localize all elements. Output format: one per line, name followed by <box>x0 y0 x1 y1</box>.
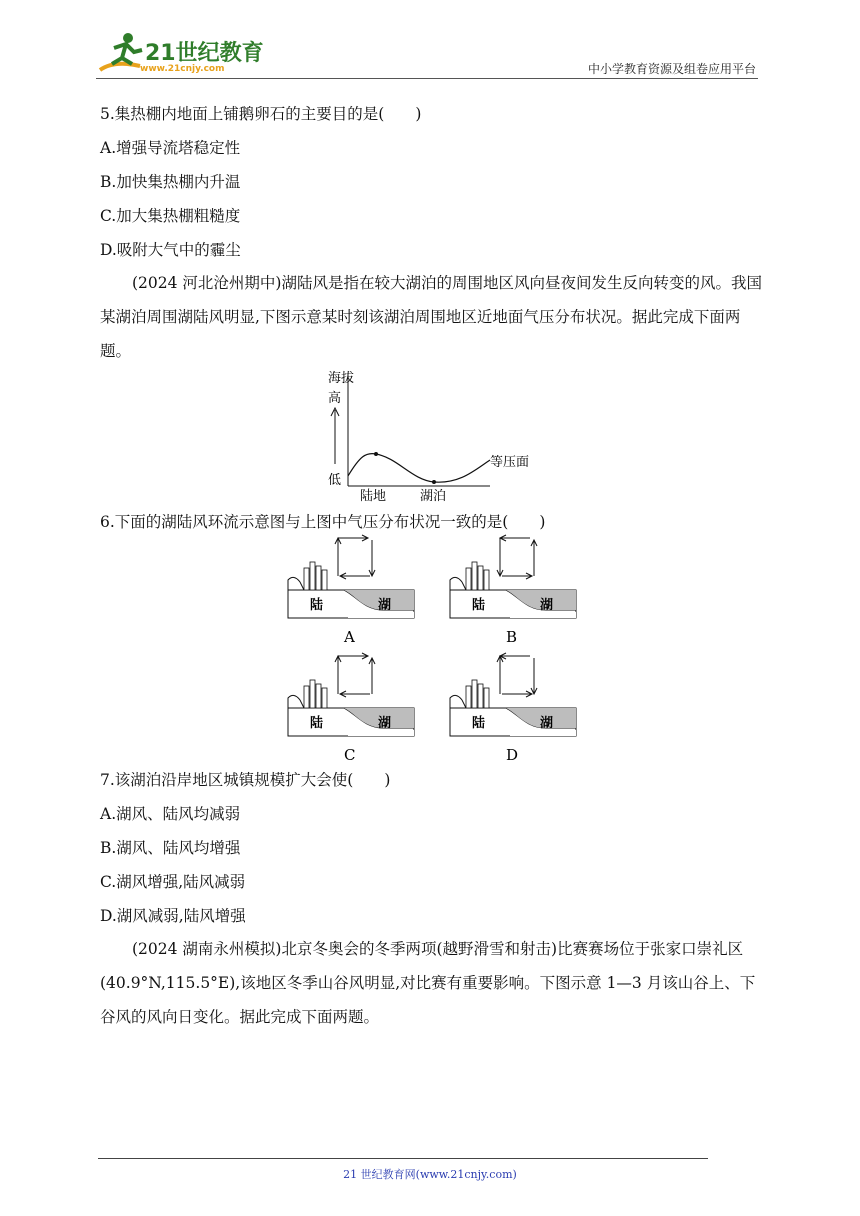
q6-stem: 6.下面的湖陆风环流示意图与上图中气压分布状况一致的是( ) <box>100 513 546 531</box>
footer-link[interactable]: 21 世纪教育网(www.21cnjy.com) <box>343 1168 517 1181</box>
panel-d <box>450 653 576 762</box>
header-divider <box>96 78 758 79</box>
pressure-figure <box>300 364 560 504</box>
q5-option-b: B.加快集热棚内升温 <box>100 173 241 191</box>
panel-a-letter: A <box>344 628 355 646</box>
panel-b-lake-label: 湖 <box>540 598 554 613</box>
panel-d-land-label: 陆 <box>472 716 486 731</box>
panel-c-lake-label: 湖 <box>378 716 392 731</box>
q7-option-a: A.湖风、陆风均减弱 <box>100 805 241 823</box>
logo-url: www.21cnjy.com <box>140 64 225 74</box>
passage-valley-wind: (2024 湖南永州模拟)北京冬奥会的冬季两项(越野滑雪和射击)比赛赛场位于张家口崇礼区(40.9°N,115.5°E),该地区冬季山谷风明显,对比赛有重要影响。下图示意 1—3 月该山谷上、下谷风的风向日变化。据此完成下面两题。 <box>100 940 756 1026</box>
passage-lake-land-breeze: (2024 河北沧州期中)湖陆风是指在较大湖泊的周围地区风向昼夜间发生反向转变的风。我国某湖泊周围湖陆风明显,下图示意某时刻该湖泊周围地区近地面气压分布状况。据此完成下面两题。 <box>100 274 762 360</box>
panel-c-land-label: 陆 <box>310 716 324 731</box>
lake-point <box>432 480 436 484</box>
panel-d-lake-label: 湖 <box>540 716 554 731</box>
panel-d-letter: D <box>506 746 519 762</box>
q5-stem: 5.集热棚内地面上铺鹅卵石的主要目的是( ) <box>100 105 422 123</box>
y-axis-high: 高 <box>328 391 342 406</box>
q7-option-c: C.湖风增强,陆风减弱 <box>100 873 246 891</box>
land-point <box>374 452 378 456</box>
q5-option-a: A.增强导流塔稳定性 <box>100 139 241 157</box>
panel-a-lake-label: 湖 <box>378 598 392 613</box>
logo-text: 21世纪教育 <box>145 41 264 66</box>
panel-c-letter: C <box>344 746 356 762</box>
x-label-land: 陆地 <box>360 489 387 504</box>
curve-label: 等压面 <box>490 455 530 470</box>
panel-a-land-label: 陆 <box>310 598 324 613</box>
x-label-lake: 湖泊 <box>420 489 447 504</box>
y-axis-title: 海拔 <box>328 371 355 386</box>
q5-option-c: C.加大集热棚粗糙度 <box>100 207 241 225</box>
panel-b-land-label: 陆 <box>472 598 486 613</box>
isobaric-curve <box>348 454 490 483</box>
circulation-options <box>280 532 590 762</box>
panel-a <box>288 535 414 646</box>
y-axis-low: 低 <box>328 473 342 488</box>
platform-title: 中小学教育资源及组卷应用平台 <box>587 62 756 76</box>
panel-b <box>450 535 576 646</box>
footer-divider <box>98 1158 708 1159</box>
q7-option-d: D.湖风减弱,陆风增强 <box>100 907 246 925</box>
panel-b-letter: B <box>506 628 518 646</box>
q7-option-b: B.湖风、陆风均增强 <box>100 839 241 857</box>
q5-option-d: D.吸附大气中的霾尘 <box>100 241 241 259</box>
q7-stem: 7.该湖泊沿岸地区城镇规模扩大会使( ) <box>100 771 391 789</box>
panel-c <box>288 653 414 762</box>
